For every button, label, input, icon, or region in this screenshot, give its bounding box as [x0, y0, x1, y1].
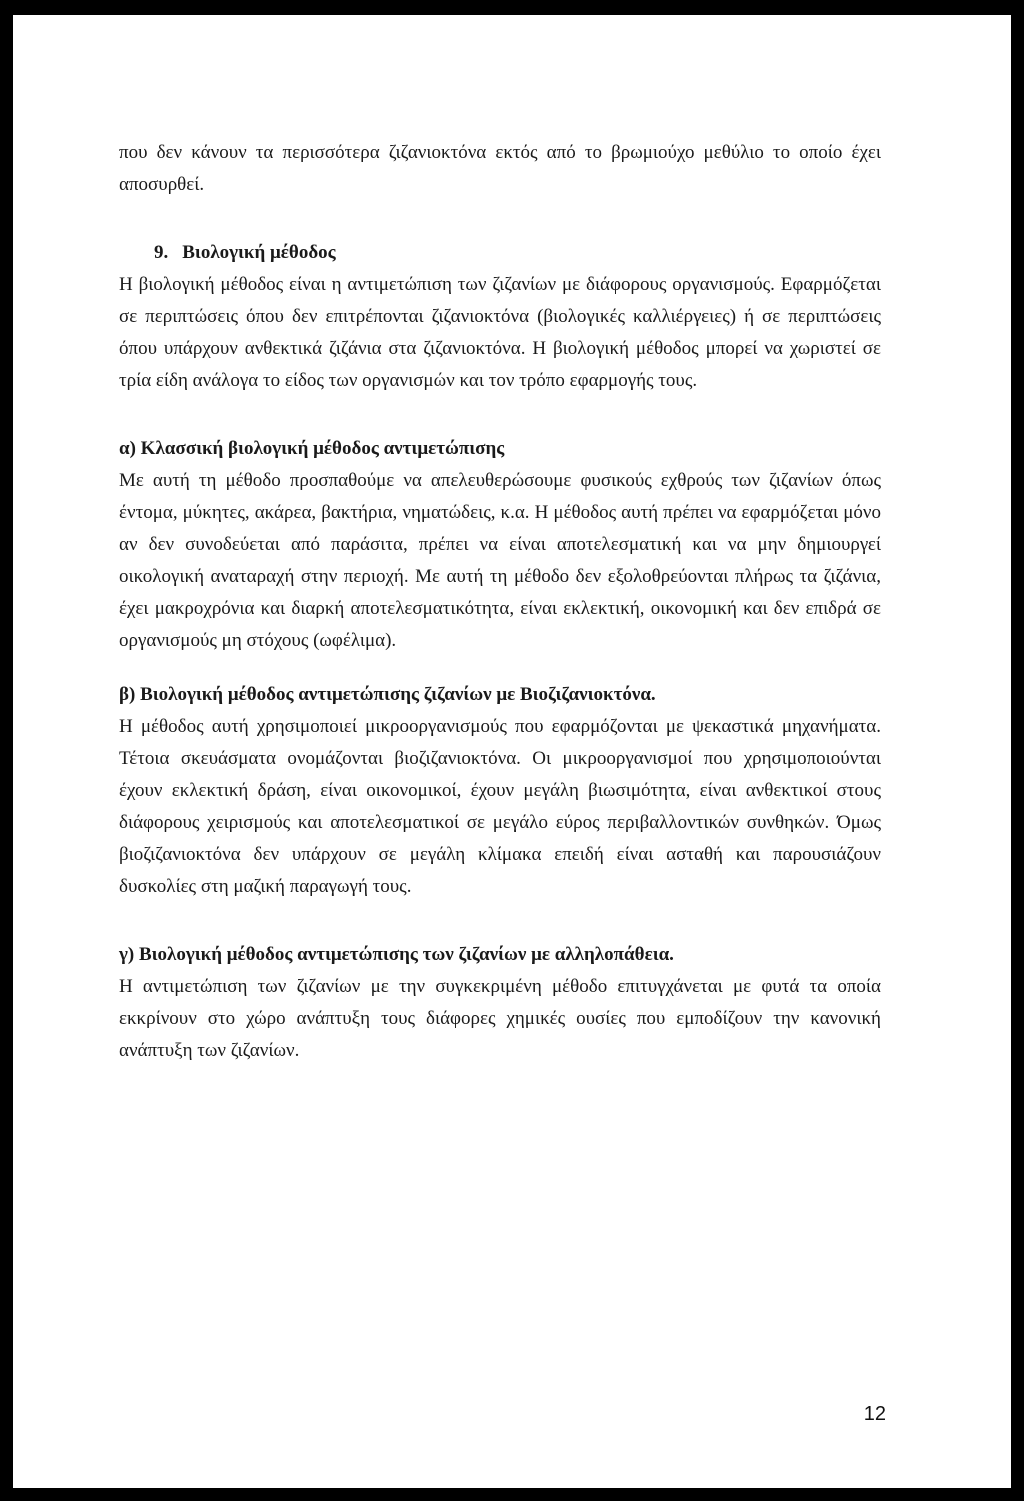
subsection-a-heading: α) Κλασσική βιολογική μέθοδος αντιμετώπισης	[119, 438, 505, 459]
subsection-c-heading: γ) Βιολογική μέθοδος αντιμετώπισης των ζιζανίων με αλληλοπάθεια.	[119, 944, 674, 965]
section-number: 9.	[154, 242, 169, 263]
section-title: Βιολογική μέθοδος	[182, 242, 336, 263]
subsection-b-body: Η μέθοδος αυτή χρησιμοποιεί μικροοργανισμούς που εφαρμόζονται με ψεκαστικά μηχανήματα. Τέτοια σκευάσματα ονομάζονται βιοζιζανιοκτόνα. Οι μικροοργανισμοί που χρησιμοποιούνται έχουν εκλεκτική δράση, είναι οικονομικοί, έχουν μεγάλη βιωσιμότητα, είναι ανθεκτικοί στους διάφορους χειρισμούς και αποτελεσματικοί σε μεγάλο εύρος περιβαλλοντικών συνθηκών. Όμως βιοζιζανιοκτόνα δεν υπάρχουν σε μεγάλη κλίμακα επειδή είναι ασταθή και παρουσιάζουν δυσκολίες στη μαζική παραγωγή τους.	[119, 716, 881, 897]
page-number: 12	[863, 1403, 886, 1425]
subsection-b-heading: β) Βιολογική μέθοδος αντιμετώπισης ζιζανίων με Βιοζιζανιοκτόνα.	[119, 684, 656, 705]
section-9-body: Η βιολογική μέθοδος είναι η αντιμετώπιση των ζιζανίων με διάφορους οργανισμούς. Εφαρμόζεται σε περιπτώσεις όπου δεν επιτρέπονται ζιζανιοκτόνα (βιολογικές καλλιέργειες) ή σε περιπτώσεις όπου υπάρχουν ανθεκτικά ζιζάνια στα ζιζανιοκτόνα. Η βιολογική μέθοδος μπορεί να χωριστεί σε τρία είδη ανάλογα το είδος των οργανισμών και τον τρόπο εφαρμογής τους.	[119, 274, 881, 391]
page-body	[119, 137, 881, 1067]
subsection-c-body: Η αντιμετώπιση των ζιζανίων με την συγκεκριμένη μέθοδο επιτυγχάνεται με φυτά τα οποία εκκρίνουν στο χώρο ανάπτυξη τους διάφορες χημικές ουσίες που εμποδίζουν την κανονική ανάπτυξη των ζιζανίων.	[119, 976, 881, 1061]
section-9-heading	[119, 237, 881, 269]
document-page	[13, 15, 1011, 1488]
subsection-a-body: Με αυτή τη μέθοδο προσπαθούμε να απελευθερώσουμε φυσικούς εχθρούς των ζιζανίων όπως έντομα, μύκητες, ακάρεα, βακτήρια, νηματώδεις, κ.α. Η μέθοδος αυτή πρέπει να εφαρμόζεται μόνο αν δεν συνοδεύεται από παράσιτα, πρέπει να είναι αποτελεσματική και να μην δημιουργεί οικολογική αναταραχή στην περιοχή. Με αυτή τη μέθοδο δεν εξολοθρεύονται πλήρως τα ζιζάνια, έχει μακροχρόνια και διαρκή αποτελεσματικότητα, είναι εκλεκτική, οικονομική και δεν επιδρά σε οργανισμούς μη στόχους (ωφέλιμα).	[119, 470, 881, 651]
intro-paragraph: που δεν κάνουν τα περισσότερα ζιζανιοκτόνα εκτός από το βρωμιούχο μεθύλιο το οποίο έχει αποσυρθεί.	[119, 142, 881, 195]
